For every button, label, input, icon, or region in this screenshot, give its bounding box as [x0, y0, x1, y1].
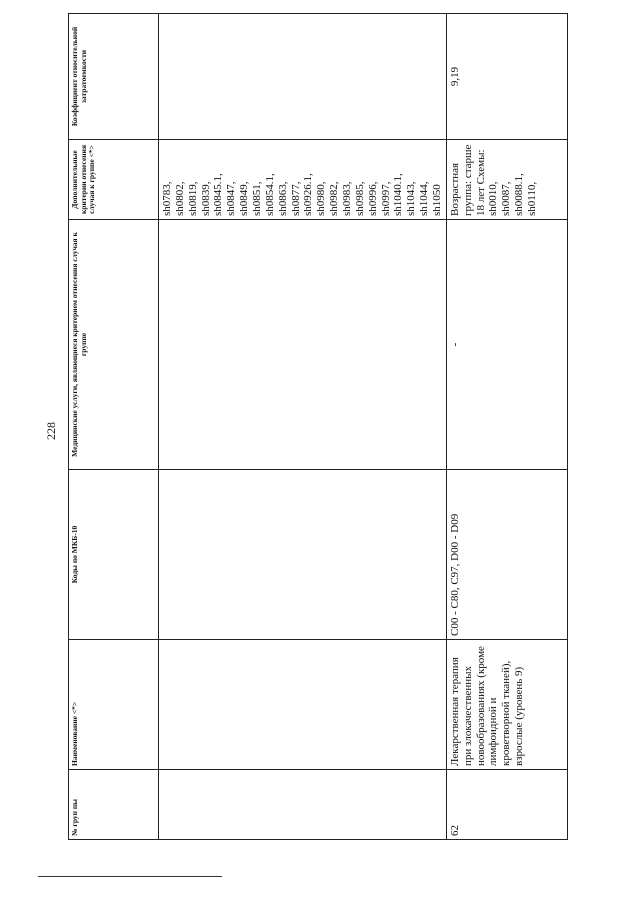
table-row — [446, 14, 567, 840]
criteria-item: sh0845.1, — [212, 173, 225, 216]
criteria-item: sh0783, — [161, 181, 173, 216]
criteria-item: sh0088.1, — [513, 173, 526, 216]
criteria-item: sh0839, — [199, 181, 212, 216]
criteria-item: sh0087, — [500, 181, 513, 216]
extra-criteria-text: Возрастная группа: старше 18 лет Схемы: — [448, 144, 487, 216]
row-62-group-number: 62 — [446, 770, 567, 840]
cell-empty — [159, 14, 447, 140]
cell-continuation-criteria — [159, 140, 447, 220]
criteria-item: sh1044, — [418, 181, 431, 216]
criteria-item: sh0847, — [225, 181, 238, 216]
row-62-coefficient: 9,19 — [446, 14, 567, 140]
header-extra-criteria: Дополнительные критерии отнесения случая к группе <*> — [69, 140, 159, 220]
cell-empty — [159, 770, 447, 840]
table-header-row — [69, 14, 159, 840]
row-62-mkb-codes: C00 - C80, C97, D00 - D09 — [446, 470, 567, 640]
rotated-table-container — [68, 14, 568, 840]
criteria-item: sh0010, — [487, 181, 500, 216]
row-62-extra-criteria — [446, 140, 567, 220]
criteria-item: sh0863, — [276, 181, 289, 216]
kdg-table — [68, 13, 568, 840]
criteria-item: sh0819, — [186, 181, 199, 216]
header-name: Наименование <*> — [69, 640, 159, 770]
criteria-item: sh0926.1, — [302, 173, 315, 216]
criteria-item: sh1043, — [405, 181, 418, 216]
footnote-rule — [38, 876, 222, 877]
header-coefficient: Коэффициент относительной затратоемкости — [69, 14, 159, 140]
criteria-item: sh0802, — [173, 181, 186, 216]
criteria-item: sh1040.1, — [392, 173, 405, 216]
row-62-medical-services: - — [446, 220, 567, 470]
cell-empty — [159, 470, 447, 640]
page-number: 228 — [44, 422, 58, 440]
header-medical-services: Медицинские услуги, являющиеся критерием отнесения случая к группе — [69, 220, 159, 470]
criteria-item: sh0877, — [289, 181, 302, 216]
criteria-item: sh0996, — [366, 181, 379, 216]
cell-empty — [159, 220, 447, 470]
criteria-item: sh0854.1, — [263, 173, 276, 216]
criteria-item: sh0851, — [251, 181, 264, 216]
row-62-name: Лекарственная терапия при злокачественных новообразованиях (кроме лимфоидной и кроветворной тканей), взрослые (уровень 9) — [446, 640, 567, 770]
criteria-item: sh0980, — [315, 181, 328, 216]
criteria-item: sh1050 — [431, 184, 444, 216]
criteria-item: sh0982, — [328, 181, 341, 216]
criteria-item: sh0985, — [353, 181, 366, 216]
criteria-item: sh0849, — [238, 181, 251, 216]
table-row — [159, 14, 447, 840]
criteria-item: sh0983, — [341, 181, 354, 216]
header-mkb-codes: Коды по МКБ-10 — [69, 470, 159, 640]
cell-empty — [159, 640, 447, 770]
header-group-number: № груп пы — [69, 770, 159, 840]
criteria-item: sh0997, — [379, 181, 392, 216]
criteria-item: sh0110, — [526, 181, 539, 216]
